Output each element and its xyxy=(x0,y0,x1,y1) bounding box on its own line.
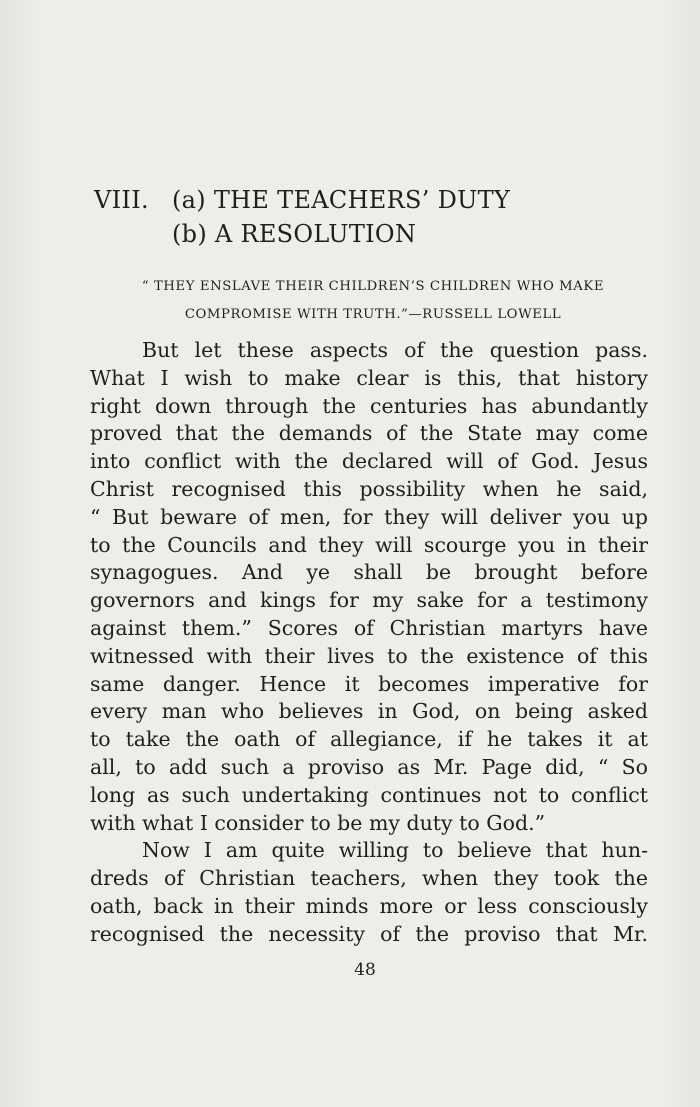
chapter-heading xyxy=(94,183,510,251)
body-line: Christ recognised this possibility when he said, xyxy=(90,476,648,501)
body-line: witnessed with their lives to the existence of this xyxy=(90,643,648,668)
body-text xyxy=(90,337,648,949)
epigraph-line-1: “ THEY ENSLAVE THEIR CHILDREN’S CHILDREN WHO MAKE xyxy=(141,279,605,294)
body-line: recognised the necessity of the proviso that Mr. xyxy=(90,921,648,946)
body-line: But let these aspects of the question pass. xyxy=(142,338,648,362)
body-line: long as such undertaking continues not to conflict xyxy=(90,782,648,807)
chapter-number: VIII. xyxy=(94,186,149,214)
heading-title-b: (b) A RESOLUTION xyxy=(172,220,417,248)
body-line: with what I consider to be my duty to God.” xyxy=(90,810,546,835)
body-line: to take the oath of allegiance, if he takes it at xyxy=(90,727,648,752)
body-line: dreds of Christian teachers, when they took the xyxy=(90,866,648,891)
body-line: into conflict with the declared will of God. Jesus xyxy=(90,449,648,474)
body-line: against them.” Scores of Christian martyrs have xyxy=(90,615,648,640)
body-line: to the Councils and they will scourge you in their xyxy=(90,532,648,557)
body-line: same danger. Hence it becomes imperative for xyxy=(90,671,648,696)
body-line: synagogues. And ye shall be brought before xyxy=(90,560,648,585)
body-line: governors and kings for my sake for a testimony xyxy=(90,588,648,613)
heading-title-a: (a) THE TEACHERS’ DUTY xyxy=(172,186,511,214)
body-line: What I wish to make clear is this, that history xyxy=(90,365,648,390)
body-line: right down through the centuries has abundantly xyxy=(90,393,648,418)
epigraph-line-2: COMPROMISE WITH TRUTH.”—RUSSELL LOWELL xyxy=(184,307,562,322)
body-line: Now I am quite willing to believe that hun- xyxy=(142,838,648,863)
body-line: all, to add such a proviso as Mr. Page did, “ So xyxy=(90,754,648,779)
body-line: “ But beware of men, for they will deliver you up xyxy=(90,504,648,529)
body-line: oath, back in their minds more or less consciously xyxy=(90,893,648,918)
body-line: proved that the demands of the State may come xyxy=(90,421,648,446)
page-number: 48 xyxy=(354,960,376,980)
heading-line-1 xyxy=(94,183,510,217)
body-line: every man who believes in God, on being asked xyxy=(90,699,648,724)
epigraph xyxy=(92,273,654,329)
